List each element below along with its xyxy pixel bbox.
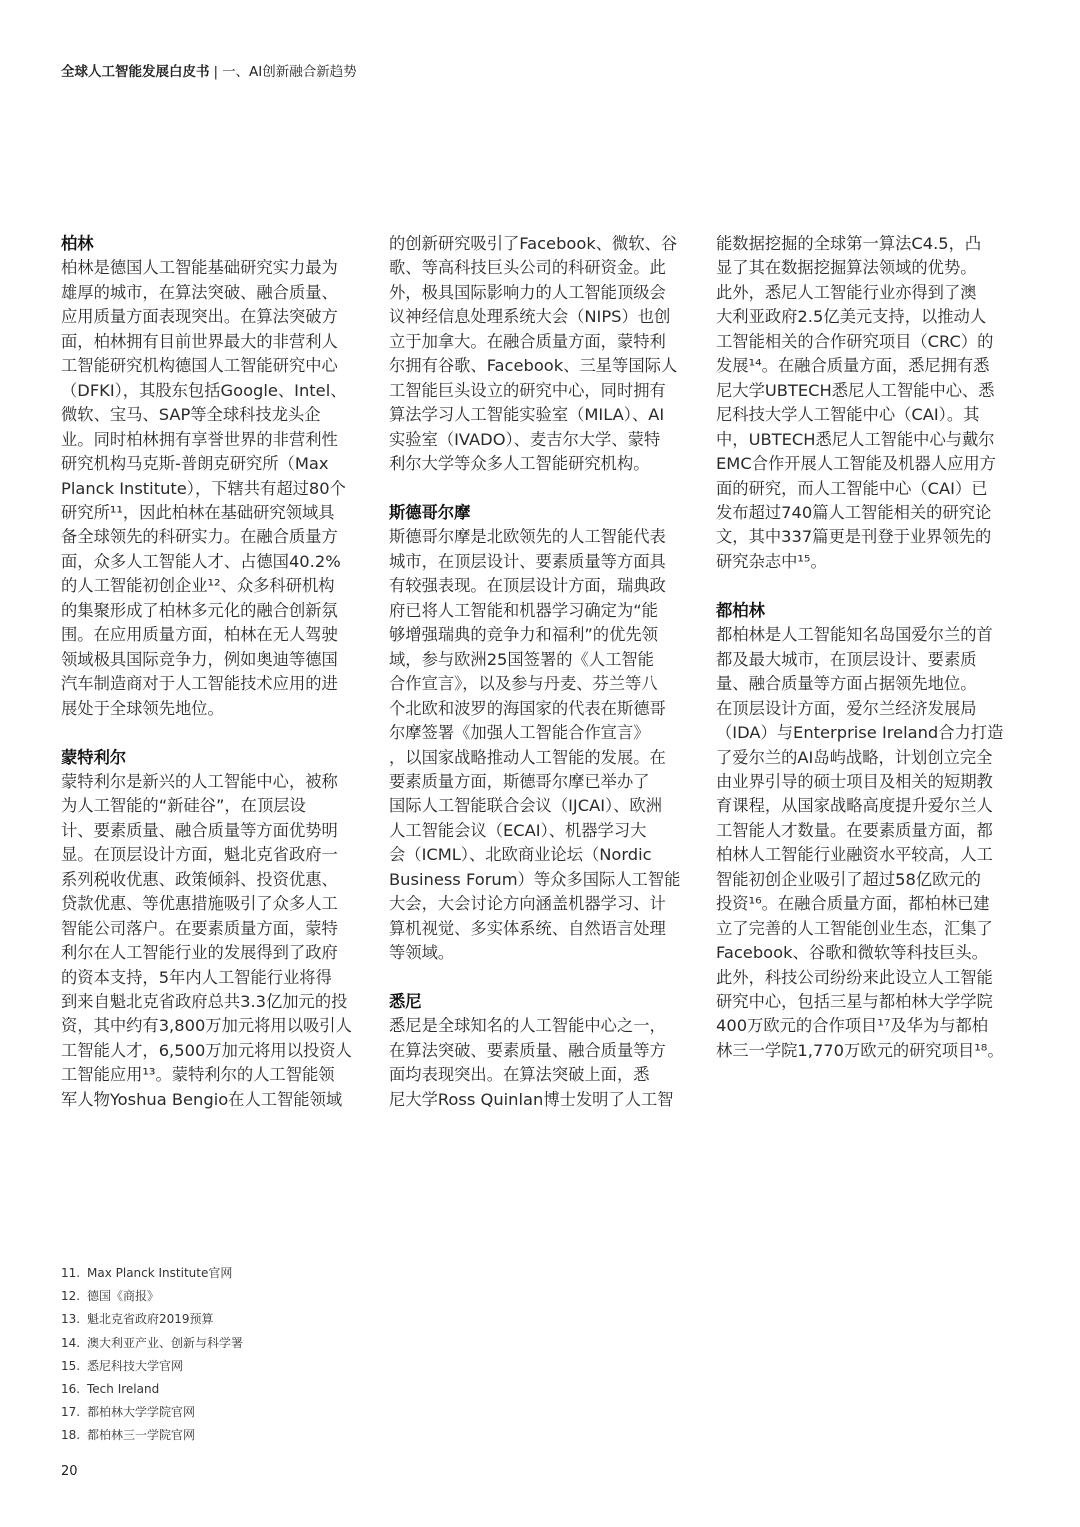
text-line: 在顶层设计方面，爱尔兰经济发展局 [716, 698, 977, 718]
text-line: 资，其中约有3,800万加元将用以吸引人 [61, 1016, 352, 1036]
city-section [716, 599, 1016, 1064]
text-line: 围。在应用质量方面，柏林在无人驾驶 [61, 625, 338, 645]
text-line: 备全球领先的科研实力。在融合质量方 [61, 527, 338, 547]
text-line: 有较强表现。在顶层设计方面，瑞典政 [389, 576, 666, 596]
footnote-item [61, 1308, 243, 1331]
section-heading: 都柏林 [716, 600, 765, 620]
footnote-text: 都柏林三一学院官网 [87, 1428, 196, 1443]
paragraph [389, 232, 689, 477]
city-section [389, 501, 689, 966]
paragraph-gap [389, 966, 689, 990]
text-line: 发展¹⁴。在融合质量方面，悉尼拥有悉 [716, 356, 990, 376]
footnote-number: 14. [61, 1335, 81, 1350]
header-separator: | [213, 64, 219, 80]
text-line: 人工智能会议（ECAI）、机器学习大 [389, 820, 647, 840]
paragraph [389, 1014, 689, 1112]
section-heading: 斯德哥尔摩 [389, 502, 471, 522]
text-line: 要素质量方面，斯德哥尔摩已举办了 [389, 771, 650, 791]
footnote-item [61, 1378, 243, 1401]
text-line: 研究机构马克斯-普朗克研究所（Max [61, 454, 329, 474]
text-line: 研究中心，包括三星与都柏林大学学院 [716, 992, 993, 1012]
text-line: 斯德哥尔摩是北欧领先的人工智能代表 [389, 527, 666, 547]
paragraph-gap [716, 574, 1016, 598]
text-line: 工智能人才，6,500万加元将用以投资人 [61, 1040, 352, 1060]
text-line: 工智能相关的合作研究项目（CRC）的 [716, 331, 994, 351]
footnote-item [61, 1401, 243, 1424]
text-line: 蒙特利尔是新兴的人工智能中心，被称 [61, 771, 338, 791]
text-line: 的人工智能初创企业¹²、众多科研机构 [61, 576, 335, 596]
text-line: 尔摩签署《加强人工智能合作宣言》 [389, 723, 650, 743]
text-line: 尼大学UBTECH悉尼人工智能中心、悉 [716, 380, 995, 400]
paragraph [716, 232, 1016, 574]
text-line: 尔拥有谷歌、Facebook、三星等国际人 [389, 356, 678, 376]
footnote-text: 都柏林大学学院官网 [87, 1405, 196, 1420]
text-line: 智能公司落户。在要素质量方面，蒙特 [61, 918, 338, 938]
text-line: 发布超过740篇人工智能相关的研究论 [716, 502, 992, 522]
text-line: 面，众多人工智能人才、占德国40.2% [61, 551, 341, 571]
city-section [389, 232, 689, 477]
text-line: 歌、等高科技巨头公司的科研资金。此 [389, 258, 666, 278]
text-line: Facebook、谷歌和微软等科技巨头。 [716, 943, 988, 963]
footnote-item [61, 1285, 243, 1308]
text-line: 能数据挖掘的全球第一算法C4.5，凸 [716, 234, 982, 253]
footnote-text: 德国《商报》 [87, 1289, 160, 1304]
text-line: 贷款优惠、等优惠措施吸引了众多人工 [61, 894, 338, 914]
text-line: Planck Institute），下辖共有超过80个 [61, 478, 346, 498]
running-header [61, 60, 357, 80]
text-line: 等领域。 [389, 943, 455, 963]
text-line: 微软、宝马、SAP等全球科技龙头企 [61, 405, 321, 425]
paragraph [716, 623, 1016, 1063]
text-line: 工智能巨头设立的研究中心，同时拥有 [389, 380, 666, 400]
text-line: 的创新研究吸引了Facebook、微软、谷 [389, 234, 678, 253]
paragraph-gap [389, 477, 689, 501]
paragraph [61, 770, 361, 1112]
text-line: 域，参与欧洲25国签署的《人工智能 [389, 649, 654, 669]
text-line: 合作宣言》，以及参与丹麦、芬兰等八 [389, 674, 658, 694]
text-column-2 [389, 232, 689, 1112]
text-line: 悉尼是全球知名的人工智能中心之一， [389, 1016, 666, 1036]
text-line: 都柏林是人工智能知名岛国爱尔兰的首 [716, 625, 993, 645]
text-line: 城市，在顶层设计、要素质量等方面具 [389, 551, 666, 571]
text-line: 面的研究，而人工智能中心（CAI）已 [716, 478, 988, 498]
text-line: （DFKI），其股东包括Google、Intel、 [61, 380, 347, 400]
footnote-item [61, 1424, 243, 1447]
paragraph [389, 525, 689, 965]
text-line: 工智能人才数量。在要素质量方面，都 [716, 820, 993, 840]
text-line: 面，柏林拥有目前世界最大的非营利人 [61, 331, 338, 351]
text-line: 实验室（IVADO）、麦吉尔大学、蒙特 [389, 429, 661, 449]
text-line: 研究所¹¹，因此柏林在基础研究领域具 [61, 502, 335, 522]
text-line: 到来自魁北克省政府总共3.3亿加元的投 [61, 992, 348, 1012]
city-section [389, 990, 689, 1112]
text-column-1 [61, 232, 361, 1112]
text-line: 此外，悉尼人工智能行业亦得到了澳 [716, 282, 977, 302]
text-line: 研究杂志中¹⁵。 [716, 551, 827, 571]
text-line: 由业界引导的硕士项目及相关的短期教 [716, 771, 993, 791]
footnote-number: 15. [61, 1358, 81, 1373]
city-section [716, 232, 1016, 574]
text-line: 工智能研究机构德国人工智能研究中心 [61, 356, 338, 376]
text-line: 立了完善的人工智能创业生态，汇集了 [716, 918, 993, 938]
city-section [61, 746, 361, 1113]
text-line: 够增强瑞典的竞争力和福利”的优先领 [389, 625, 658, 645]
footnote-text: 魁北克省政府2019预算 [87, 1312, 214, 1327]
section-heading: 柏林 [61, 234, 94, 253]
section-heading: 蒙特利尔 [61, 747, 127, 767]
text-line: 算法学习人工智能实验室（MILA）、AI [389, 405, 665, 425]
text-line: 的集聚形成了柏林多元化的融合创新氛 [61, 600, 338, 620]
footnote-number: 11. [61, 1266, 81, 1280]
text-line: 林三一学院1,770万欧元的研究项目¹⁸。 [716, 1040, 1004, 1060]
text-line: 在算法突破、要素质量、融合质量等方 [389, 1040, 666, 1060]
footnote-item [61, 1262, 243, 1285]
text-line: 了爱尔兰的AI岛屿战略，计划创立完全 [716, 747, 993, 767]
text-line: 外，极具国际影响力的人工智能顶级会 [389, 282, 666, 302]
text-line: 为人工智能的“新硅谷”，在顶层设 [61, 796, 306, 816]
footnote-number: 13. [61, 1312, 81, 1327]
text-line: 尼科技大学人工智能中心（CAI）。其 [716, 405, 980, 425]
text-line: 议神经信息处理系统大会（NIPS）也创 [389, 307, 671, 327]
text-line: 领域极具国际竞争力，例如奥迪等德国 [61, 649, 338, 669]
text-line: 展处于全球领先地位。 [61, 698, 224, 718]
footnote-number: 17. [61, 1405, 81, 1420]
text-line: 军人物Yoshua Bengio在人工智能领域 [61, 1089, 343, 1109]
paragraph-gap [61, 721, 361, 745]
footnote-number: 12. [61, 1289, 81, 1304]
text-line: 利尔在人工智能行业的发展得到了政府 [61, 943, 338, 963]
text-line: 算机视觉、多实体系统、自然语言处理 [389, 918, 666, 938]
text-column-3 [716, 232, 1016, 1063]
text-line: 汽车制造商对于人工智能技术应用的进 [61, 674, 338, 694]
text-line: 都及最大城市，在顶层设计、要素质 [716, 649, 977, 669]
text-line: 雄厚的城市，在算法突破、融合质量、 [61, 282, 338, 302]
text-line: 文，其中337篇更是刊登于业界领先的 [716, 527, 992, 547]
text-line: 系列税收优惠、政策倾斜、投资优惠、 [61, 869, 338, 889]
section-heading: 悉尼 [389, 992, 422, 1012]
text-line: 立于加拿大。在融合质量方面，蒙特利 [389, 331, 666, 351]
text-line: 此外，科技公司纷纷来此设立人工智能 [716, 967, 993, 987]
text-line: （IDA）与Enterprise Ireland合力打造 [716, 723, 1004, 743]
text-line: 尼大学Ross Quinlan博士发明了人工智 [389, 1089, 674, 1109]
text-line: 国际人工智能联合会议（IJCAI）、欧洲 [389, 796, 662, 816]
footnote-text: Max Planck Institute官网 [87, 1266, 233, 1280]
document-title: 全球人工智能发展白皮书 [61, 64, 210, 80]
text-line: 显了其在数据挖掘算法领域的优势。 [716, 258, 977, 278]
text-line: 智能初创企业吸引了超过58亿欧元的 [716, 869, 981, 889]
footnote-item [61, 1332, 243, 1355]
text-line: 府已将人工智能和机器学习确定为“能 [389, 600, 658, 620]
footnote-text: 悉尼科技大学官网 [87, 1358, 184, 1373]
text-line: 400万欧元的合作项目¹⁷及华为与都柏 [716, 1016, 989, 1036]
footnote-number: 18. [61, 1428, 81, 1443]
text-line: ，以国家战略推动人工智能的发展。在 [389, 747, 666, 767]
text-line: 个北欧和波罗的海国家的代表在斯德哥 [389, 698, 666, 718]
footnote-number: 16. [61, 1382, 81, 1397]
section-title: 一、AI创新融合新趋势 [222, 64, 357, 80]
footnote-item [61, 1355, 243, 1378]
text-line: Business Forum）等众多国际人工智能 [389, 869, 681, 889]
text-line: 计、要素质量、融合质量等方面优势明 [61, 820, 338, 840]
text-line: 利尔大学等众多人工智能研究机构。 [389, 454, 650, 474]
text-line: 会（ICML）、北欧商业论坛（Nordic [389, 845, 652, 865]
text-line: 业。同时柏林拥有享誉世界的非营利性 [61, 429, 338, 449]
paragraph [61, 256, 361, 721]
text-line: EMC合作开展人工智能及机器人应用方 [716, 454, 996, 474]
page-number: 20 [61, 1464, 78, 1479]
text-line: 显。在顶层设计方面，魁北克省政府一 [61, 845, 338, 865]
footnote-text: 澳大利亚产业、创新与科学署 [87, 1335, 244, 1350]
text-line: 工智能应用¹³。蒙特利尔的人工智能领 [61, 1065, 335, 1085]
text-line: 的资本支持，5年内人工智能行业将得 [61, 967, 332, 987]
text-line: 量、融合质量等方面占据领先地位。 [716, 674, 977, 694]
text-line: 大会，大会讨论方向涵盖机器学习、计 [389, 894, 666, 914]
footnotes [61, 1262, 243, 1448]
text-line: 育课程，从国家战略高度提升爱尔兰人 [716, 796, 993, 816]
footnote-text: Tech Ireland [87, 1382, 160, 1397]
text-line: 大利亚政府2.5亿美元支持，以推动人 [716, 307, 987, 327]
text-line: 面均表现突出。在算法突破上面，悉 [389, 1065, 650, 1085]
text-line: 柏林是德国人工智能基础研究实力最为 [61, 258, 338, 278]
text-line: 投资¹⁶。在融合质量方面，都柏林已建 [716, 894, 990, 914]
text-line: 应用质量方面表现突出。在算法突破方 [61, 307, 338, 327]
text-line: 柏林人工智能行业融资水平较高，人工 [716, 845, 993, 865]
city-section [61, 232, 361, 721]
text-line: 中，UBTECH悉尼人工智能中心与戴尔 [716, 429, 995, 449]
